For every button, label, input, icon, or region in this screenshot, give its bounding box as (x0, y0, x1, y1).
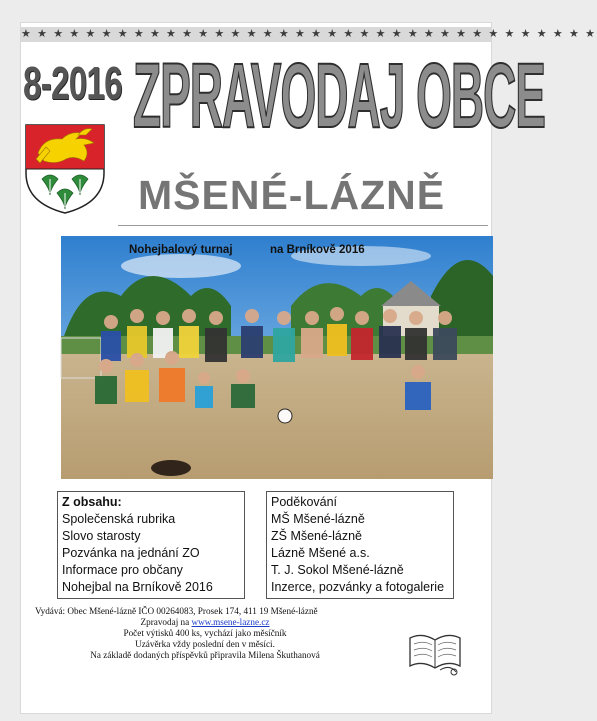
coat-of-arms-icon (24, 123, 106, 215)
issue-number: 8-2016 (23, 57, 122, 109)
team-photo (61, 236, 493, 479)
contents-item: T. J. Sokol Mšené-lázně (271, 563, 404, 577)
village-name: MŠENÉ-LÁZNĚ (138, 172, 446, 218)
contents-item: Poděkování (271, 495, 338, 509)
contents-box-left (57, 491, 245, 599)
star-band: ★ ★ ★ ★ ★ ★ ★ ★ ★ ★ ★ ★ ★ ★ ★ ★ ★ ★ ★ ★ ★ ★ ★ ★ ★ ★ ★ ★ ★ ★ ★ ★ ★ ★ ★ ★ (21, 28, 597, 40)
contents-item: Inzerce, pozvánky a fotogalerie (271, 580, 445, 594)
contents-item: Nohejbal na Brníkově 2016 (62, 580, 213, 594)
photo-caption-right: na Brníkově 2016 (270, 244, 365, 256)
contents-item: Informace pro občany (62, 563, 183, 577)
print-run-line: Počet výtisků 400 ks, vychází jako měsíčník (123, 628, 287, 638)
contents-item: MŠ Mšené-lázně (271, 512, 365, 526)
website-prefix: Zpravodaj na (140, 617, 192, 627)
imprint (35, 606, 375, 661)
newsletter-title: ZPRAVODAJ OBCE (133, 45, 545, 147)
contents-item: Lázně Mšené a.s. (271, 546, 370, 560)
deadline-line: Uzávěrka vždy poslední den v měsíci. (135, 639, 275, 649)
header-divider (118, 225, 488, 226)
contents-item: Společenská rubrika (62, 512, 176, 526)
open-book-icon (406, 626, 464, 676)
website-line (35, 617, 375, 628)
contents-heading: Z obsahu: (62, 495, 122, 509)
newsletter-page (20, 22, 597, 714)
editor-line: Na základě dodaných příspěvků připravila Milena Škuthanová (90, 650, 320, 660)
contents-box-right (266, 491, 454, 599)
publisher-line: Vydává: Obec Mšené-lázně IČO 00264083, Prosek 174, 411 19 Mšené-lázně (35, 606, 318, 616)
photo-caption-left: Nohejbalový turnaj (129, 244, 233, 256)
contents-item: Pozvánka na jednání ZO (62, 546, 200, 560)
contents-item: Slovo starosty (62, 529, 141, 543)
website-link[interactable]: www.msene-lazne.cz (191, 617, 270, 627)
contents-item: ZŠ Mšené-lázně (271, 529, 363, 543)
